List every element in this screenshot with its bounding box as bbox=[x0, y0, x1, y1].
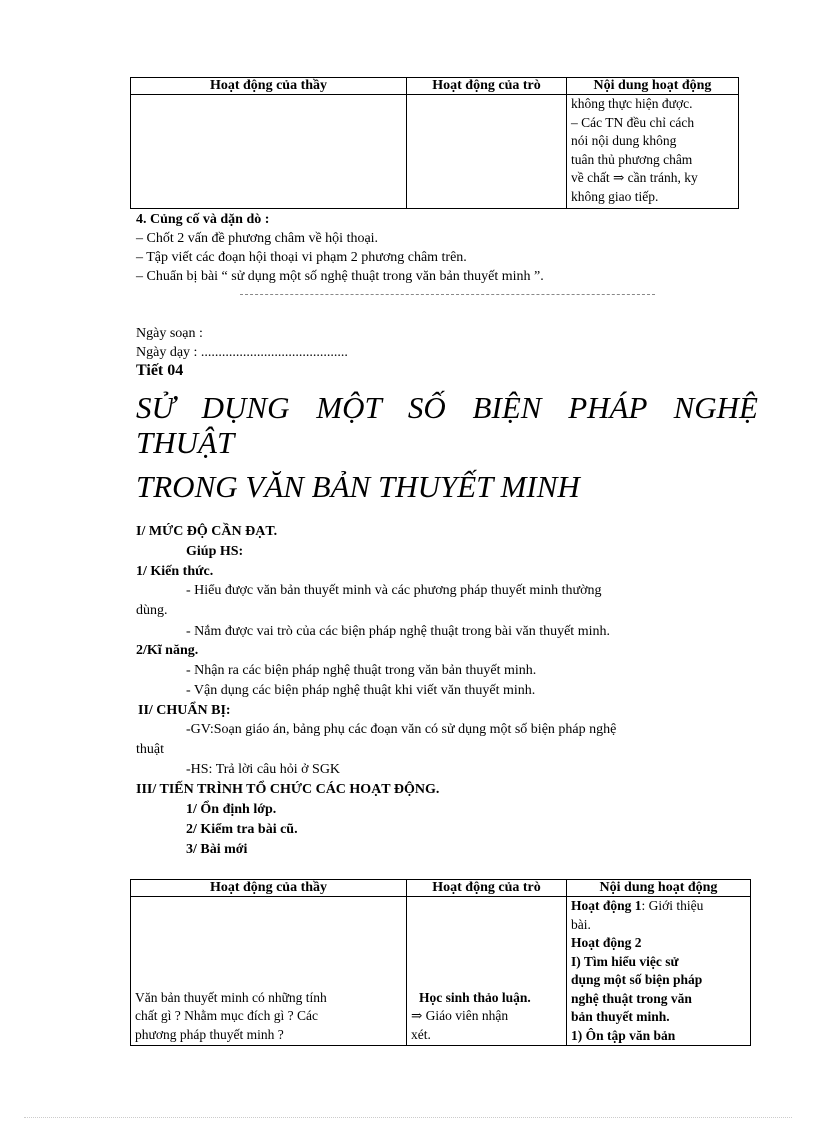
activity-2-label: Hoạt động 2 bbox=[571, 935, 642, 950]
header-content: Nội dung hoạt động bbox=[567, 78, 739, 95]
student-line: xét. bbox=[411, 1026, 431, 1042]
content-line: về chất ⇒ cần tránh, ky bbox=[571, 170, 698, 185]
header-student: Hoạt động của trò bbox=[407, 880, 567, 897]
knowledge-item: - Hiểu được văn bản thuyết minh và các phương pháp thuyết minh thường bbox=[186, 583, 602, 598]
student-cell bbox=[407, 95, 567, 209]
activity-1-text: : Giới thiệu bbox=[641, 898, 704, 913]
consolidation-item: – Chốt 2 vấn đề phương châm về hội thoại. bbox=[136, 231, 379, 246]
page-edge bbox=[24, 1117, 792, 1118]
consolidation-heading: 4. Củng cố và dặn dò : bbox=[136, 212, 270, 227]
header-student: Hoạt động của trò bbox=[407, 78, 567, 95]
consolidation-item: – Tập viết các đoạn hội thoại vi phạm 2 phương châm trên. bbox=[136, 250, 467, 265]
teacher-cell bbox=[131, 95, 407, 209]
header-content: Nội dung hoạt động bbox=[567, 880, 751, 897]
content-line: – Các TN đều chỉ cách bbox=[571, 114, 695, 130]
activity-1 bbox=[571, 897, 746, 916]
student-cell bbox=[407, 897, 567, 1046]
step-item: 2/ Kiểm tra bài cũ. bbox=[186, 822, 298, 837]
skill-item: - Nhận ra các biện pháp nghệ thuật trong văn bản thuyết minh. bbox=[186, 663, 537, 678]
gv-prep-cont: thuật bbox=[136, 742, 164, 757]
teacher-line: phương pháp thuyết minh ? bbox=[135, 1026, 284, 1042]
activity-table-1 bbox=[130, 77, 739, 209]
content-cell bbox=[567, 95, 739, 209]
student-line: Học sinh thảo luận. bbox=[419, 989, 531, 1005]
content-line: không giao tiếp. bbox=[571, 188, 659, 204]
section-line: I) Tìm hiểu việc sử bbox=[571, 953, 679, 969]
content-line: không thực hiện được. bbox=[571, 96, 693, 111]
divider bbox=[240, 294, 655, 295]
help-label: Giúp HS: bbox=[186, 544, 244, 559]
hs-prep: -HS: Trả lời câu hỏi ở SGK bbox=[186, 762, 341, 777]
ngay-day: Ngày dạy : .......................................... bbox=[136, 345, 348, 360]
knowledge-heading: 1/ Kiến thức. bbox=[136, 564, 214, 579]
review-line: 1) Ôn tập văn bản bbox=[571, 1027, 676, 1043]
knowledge-item-cont: dùng. bbox=[136, 603, 168, 618]
knowledge-item: - Nắm được vai trò của các biện pháp nghệ thuật trong bài văn thuyết minh. bbox=[186, 624, 610, 639]
content-cell bbox=[567, 897, 751, 1046]
gv-prep: -GV:Soạn giáo án, bảng phụ các đoạn văn có sử dụng một số biện pháp nghệ bbox=[186, 722, 617, 737]
header-teacher: Hoạt động của thầy bbox=[131, 78, 407, 95]
student-line: ⇒ Giáo viên nhận bbox=[411, 1008, 509, 1023]
section-line: dụng một số biện pháp bbox=[571, 972, 703, 987]
teacher-cell bbox=[131, 897, 407, 1046]
section-line: nghệ thuật trong văn bbox=[571, 990, 692, 1006]
title-line-1: SỬ DỤNG MỘT SỐ BIỆN PHÁP NGHỆ bbox=[136, 390, 758, 425]
teacher-line: Văn bản thuyết minh có những tính bbox=[135, 989, 327, 1005]
step-item: 3/ Bài mới bbox=[186, 842, 248, 857]
title-line-2: THUẬT bbox=[136, 425, 235, 460]
activity-1-label: Hoạt động 1 bbox=[571, 898, 642, 913]
content-line: tuân thủ phương châm bbox=[571, 151, 693, 167]
title-line-3: TRONG VĂN BẢN THUYẾT MINH bbox=[136, 469, 580, 504]
tiet-label: Tiết 04 bbox=[136, 362, 184, 379]
ngay-soan: Ngày soạn : bbox=[136, 326, 203, 341]
section-1-heading: I/ MỨC ĐỘ CẦN ĐẠT. bbox=[136, 524, 278, 539]
step-item: 1/ Ổn định lớp. bbox=[186, 802, 277, 817]
teacher-line: chất gì ? Nhằm mục đích gì ? Các bbox=[135, 1008, 318, 1023]
section-2-heading: II/ CHUẨN BỊ: bbox=[138, 703, 231, 718]
section-line: bản thuyết minh. bbox=[571, 1009, 670, 1024]
skills-heading: 2/Kĩ năng. bbox=[136, 643, 199, 658]
header-teacher: Hoạt động của thầy bbox=[131, 880, 407, 897]
content-line: nói nội dung không bbox=[571, 133, 677, 148]
section-3-heading: III/ TIẾN TRÌNH TỔ CHỨC CÁC HOẠT ĐỘNG. bbox=[136, 782, 440, 797]
consolidation-item: – Chuẩn bị bài “ sử dụng một số nghệ thuật trong văn bản thuyết minh ”. bbox=[136, 269, 544, 284]
skill-item: - Vận dụng các biện pháp nghệ thuật khi viết văn thuyết minh. bbox=[186, 683, 536, 698]
activity-1-cont: bài. bbox=[571, 916, 591, 932]
activity-table-2 bbox=[130, 879, 751, 1046]
